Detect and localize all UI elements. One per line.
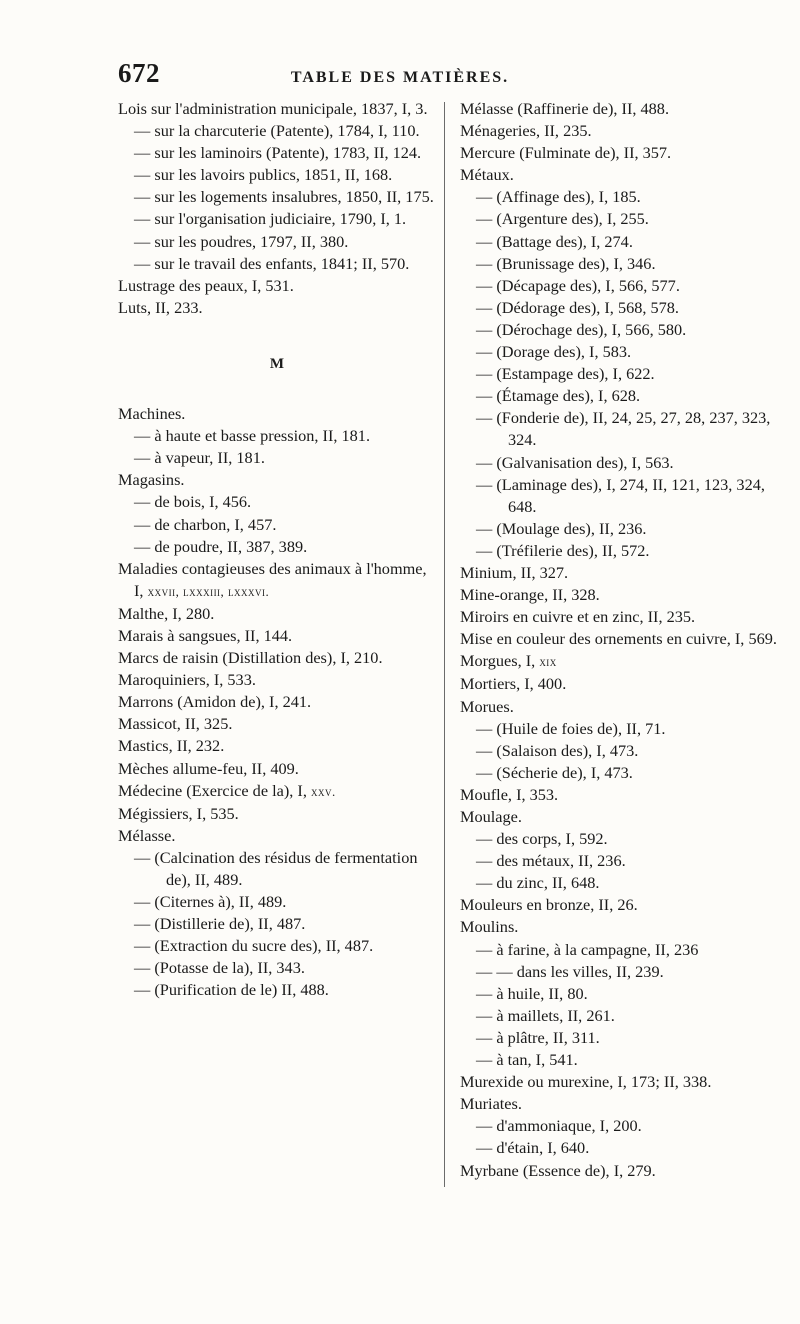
index-subentry: — à huile, II, 80. (476, 983, 588, 1003)
index-entry: Mouleurs en bronze, II, 26. (460, 895, 638, 915)
index-entry: Luts, II, 233. (118, 297, 203, 317)
index-subentry: — (Galvanisation des), I, 563. (476, 452, 674, 472)
index-subentry: — sur les logements insalubres, 1850, II, 175. (134, 187, 434, 207)
page-number: 672 (118, 58, 160, 88)
index-entry: Magasins. (118, 470, 185, 490)
index-entry: Moufle, I, 353. (460, 784, 559, 804)
index-entry: Lois sur l'administration municipale, 1837, I, 3. (118, 99, 428, 118)
index-entry: Mise en couleur des ornements en cuivre, I, 569. (460, 629, 777, 649)
index-entry: Miroirs en cuivre et en zinc, II, 235. (460, 607, 696, 627)
index-subentry: — du zinc, II, 648. (476, 873, 600, 893)
index-subentry: — sur le travail des enfants, 1841; II, 570. (134, 253, 410, 273)
index-subentry: — (Tréfilerie des), II, 572. (476, 540, 650, 560)
index-entry: Maroquiniers, I, 533. (118, 670, 256, 690)
index-entry: Lustrage des peaux, I, 531. (118, 275, 294, 295)
index-subentry: — (Laminage des), I, 274, II, 121, 123, 324, 648. (476, 474, 765, 516)
index-entry: Mégissiers, I, 535. (118, 803, 239, 823)
index-entry: Moulins. (460, 917, 519, 937)
left-column (118, 98, 436, 1002)
index-subentry: — (Sécherie de), I, 473. (476, 762, 633, 782)
roman-page-ref: xxv. (311, 783, 336, 799)
index-subentry: — d'ammoniaque, I, 200. (476, 1116, 642, 1136)
index-entry: Ménageries, II, 235. (460, 121, 592, 141)
index-entry: Mèches allume-feu, II, 409. (118, 758, 299, 778)
index-subentry: — (Brunissage des), I, 346. (476, 253, 656, 273)
index-entry-text: Morgues, I, (460, 651, 536, 671)
index-entry: Mélasse. (118, 825, 176, 845)
index-subentry: — (Affinage des), I, 185. (476, 187, 641, 207)
index-subentry: — — dans les villes, II, 239. (476, 961, 664, 981)
index-subentry: — à farine, à la campagne, II, 236 (476, 939, 699, 959)
index-subentry: — (Calcination des résidus de fermentation de), II, 489. (134, 847, 418, 889)
index-subentry: — sur les lavoirs publics, 1851, II, 168. (134, 165, 393, 185)
running-head: TABLE DES MATIÈRES. (290, 69, 510, 86)
index-subentry: — à plâtre, II, 311. (476, 1027, 600, 1047)
index-subentry: — à vapeur, II, 181. (134, 448, 265, 468)
index-subentry: — (Décapage des), I, 566, 577. (476, 275, 680, 295)
index-entry: Mélasse (Raffinerie de), II, 488. (460, 99, 670, 118)
index-subentry: — de poudre, II, 387, 389. (134, 536, 308, 556)
index-subentry: — de bois, I, 456. (134, 492, 252, 512)
index-subentry: — à haute et basse pression, II, 181. (134, 426, 371, 446)
index-entry (460, 650, 780, 673)
index-subentry: — (Moulage des), II, 236. (476, 518, 647, 538)
index-subentry: — des métaux, II, 236. (476, 851, 626, 871)
index-subentry: — à maillets, II, 261. (476, 1005, 615, 1025)
index-entry: Myrbane (Essence de), I, 279. (460, 1160, 656, 1180)
roman-page-ref: xxvii, lxxxiii, lxxxvi. (147, 583, 270, 599)
column-divider (444, 102, 445, 1187)
index-entry: Moulage. (460, 807, 522, 826)
index-subentry: — sur les poudres, 1797, II, 380. (134, 231, 349, 251)
index-subentry: — (Dorage des), I, 583. (476, 342, 632, 362)
index-subentry: — sur la charcuterie (Patente), 1784, I, 110. (134, 121, 420, 141)
index-entry-text: Médecine (Exercice de la), I, (118, 780, 307, 800)
index-subentry: — (Argenture des), I, 255. (476, 209, 649, 229)
index-subentry: — des corps, I, 592. (476, 829, 608, 849)
index-entry: Muriates. (460, 1094, 522, 1114)
index-entry (118, 558, 436, 603)
index-subentry: — (Étamage des), I, 628. (476, 386, 641, 406)
right-column (460, 98, 780, 1182)
section-letter: M (269, 355, 285, 372)
index-entry: Métaux. (460, 165, 514, 185)
index-entry: Malthe, I, 280. (118, 603, 215, 623)
index-subentry: — sur les laminoirs (Patente), 1783, II, 124. (134, 143, 422, 163)
index-entry (118, 780, 436, 803)
index-subentry: — (Purification de le) II, 488. (134, 980, 329, 1000)
index-entry: Mercure (Fulminate de), II, 357. (460, 143, 672, 163)
page-header (0, 58, 800, 98)
index-subentry: — (Huile de foies de), II, 71. (476, 718, 666, 738)
index-entry: Morues. (460, 696, 514, 716)
index-subentry: — (Estampage des), I, 622. (476, 364, 655, 384)
index-entry: Mine-orange, II, 328. (460, 585, 600, 605)
index-entry: Murexide ou murexine, I, 173; II, 338. (460, 1072, 712, 1092)
index-entry: Machines. (118, 404, 186, 424)
index-entry: Marrons (Amidon de), I, 241. (118, 692, 312, 712)
index-subentry: — sur l'organisation judiciaire, 1790, I, 1. (134, 209, 407, 229)
index-subentry: — (Dérochage des), I, 566, 580. (476, 319, 687, 339)
index-subentry: — de charbon, I, 457. (134, 514, 277, 534)
index-subentry: — (Extraction du sucre des), II, 487. (134, 936, 374, 956)
index-entry: Minium, II, 327. (460, 562, 569, 582)
index-entry: Mastics, II, 232. (118, 736, 225, 756)
index-subentry: — (Battage des), I, 274. (476, 231, 633, 251)
index-subentry: — (Citernes à), II, 489. (134, 892, 287, 912)
roman-page-ref: xix (539, 654, 557, 670)
index-entry: Mortiers, I, 400. (460, 674, 567, 694)
index-subentry: — (Distillerie de), II, 487. (134, 914, 306, 934)
index-entry: Marcs de raisin (Distillation des), I, 210. (118, 648, 383, 668)
index-entry: Marais à sangsues, II, 144. (118, 625, 293, 645)
index-subentry: — (Potasse de la), II, 343. (134, 958, 305, 978)
index-entry-text: Maladies contagieuses des animaux à l'homme, I, (118, 558, 427, 600)
index-subentry: — (Fonderie de), II, 24, 25, 27, 28, 237, 323, 324. (476, 408, 771, 450)
index-subentry: — d'étain, I, 640. (476, 1138, 590, 1158)
index-subentry: — (Dédorage des), I, 568, 578. (476, 297, 680, 317)
index-subentry: — à tan, I, 541. (476, 1050, 578, 1070)
index-subentry: — (Salaison des), I, 473. (476, 740, 639, 760)
index-entry: Massicot, II, 325. (118, 714, 233, 734)
